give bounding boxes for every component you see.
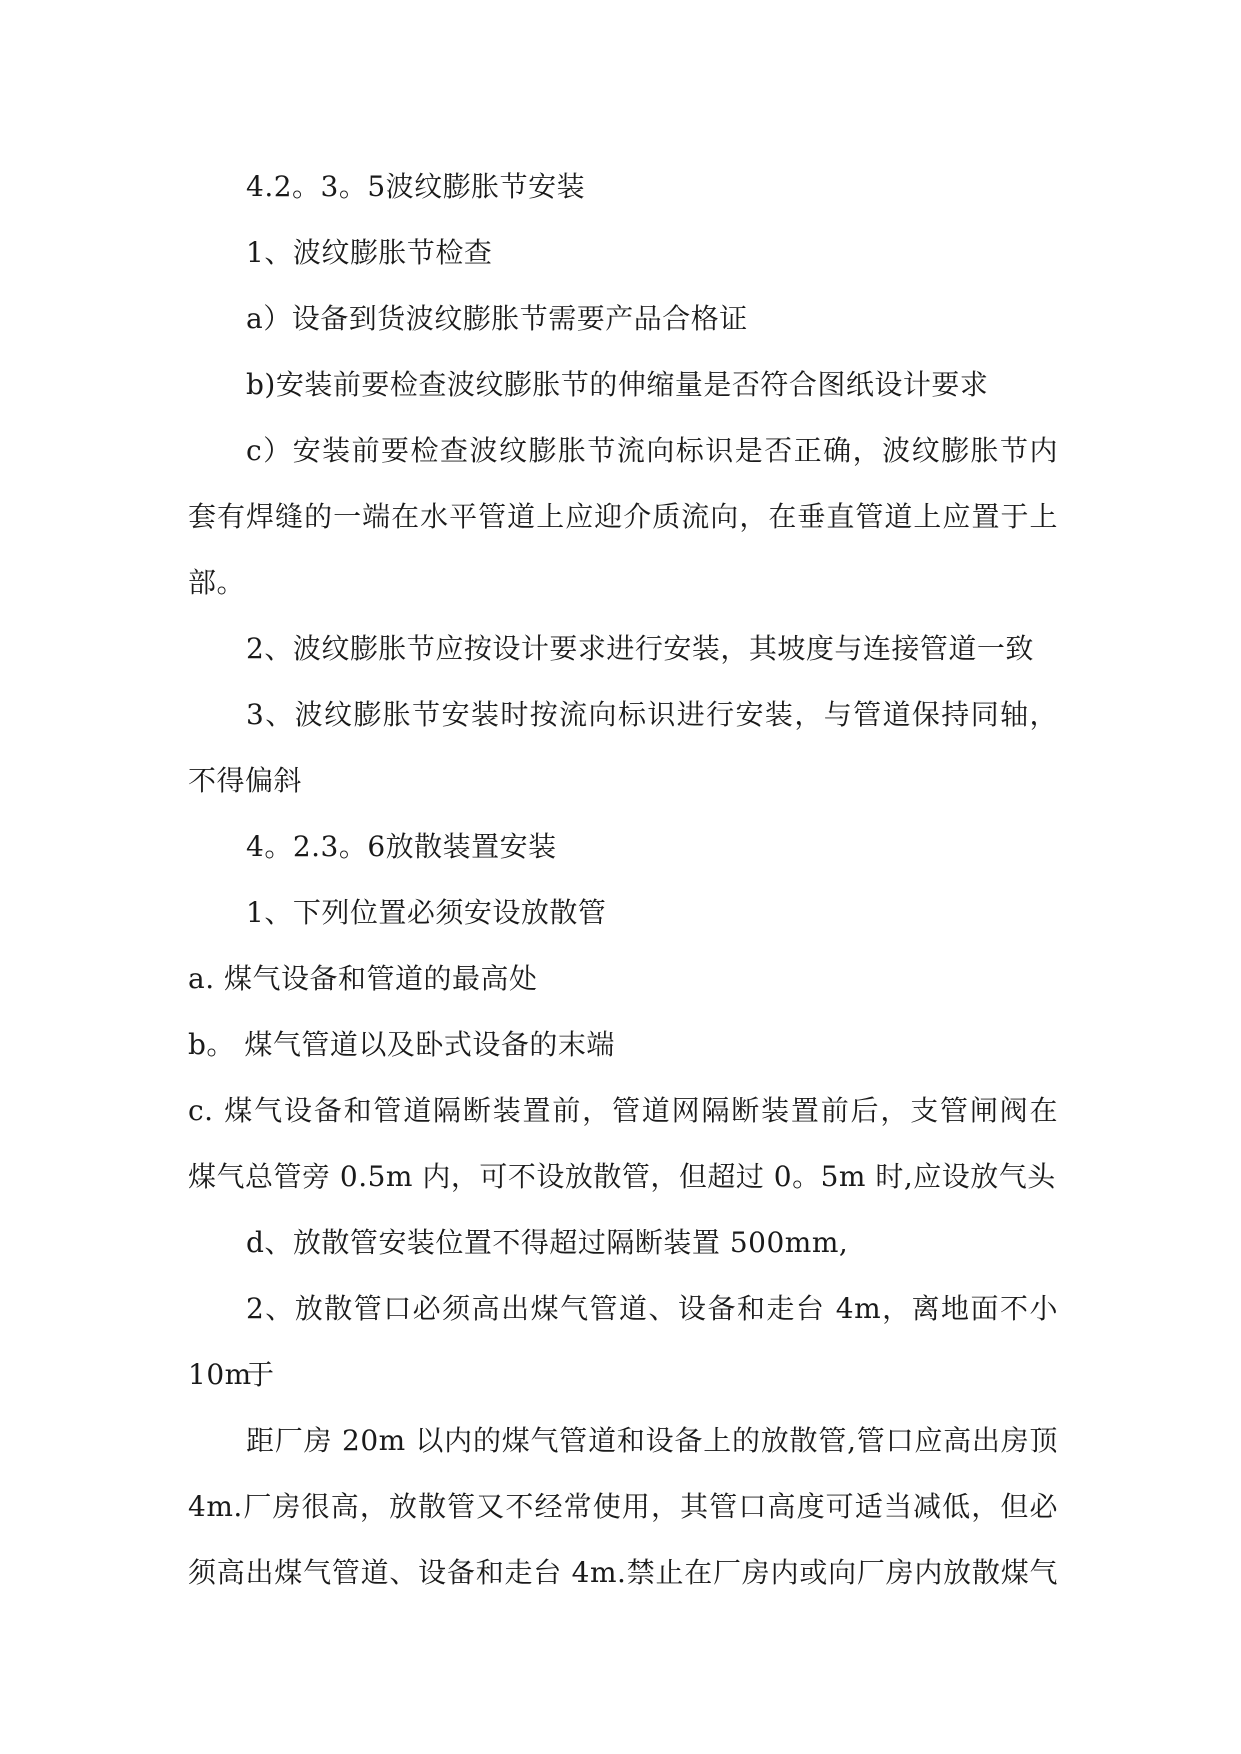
- paragraph: 1、下列位置必须安设放散管: [246, 896, 607, 929]
- paragraph: 须高出煤气管道、设备和走台 4m.禁止在厂房内或向厂房内放散煤气: [188, 1556, 1058, 1589]
- paragraph: 4m.厂房很高，放散管又不经常使用，其管口高度可适当减低，但必: [188, 1490, 1058, 1523]
- paragraph: 2、波纹膨胀节应按设计要求进行安装，其坡度与连接管道一致: [246, 632, 1034, 665]
- paragraph: 1、波纹膨胀节检查: [246, 236, 493, 269]
- paragraph: b)安装前要检查波纹膨胀节的伸缩量是否符合图纸设计要求: [246, 368, 989, 401]
- paragraph: 10m: [188, 1358, 252, 1391]
- document-body: [188, 154, 1058, 1606]
- list-item: c. 煤气设备和管道隔断装置前，管道网隔断装置前后，支管闸阀在: [188, 1094, 1058, 1127]
- paragraph: 部。: [188, 566, 246, 599]
- paragraph: c）安装前要检查波纹膨胀节流向标识是否正确，波纹膨胀节内: [246, 434, 1058, 467]
- paragraph: 3、波纹膨胀节安装时按流向标识进行安装，与管道保持同轴，: [246, 698, 1058, 731]
- paragraph: 不得偏斜: [188, 764, 303, 797]
- list-item: a. 煤气设备和管道的最高处: [188, 962, 538, 995]
- section-heading-4-2-3-6: 4。2.3。6放散装置安装: [246, 830, 557, 863]
- list-item: b。 煤气管道以及卧式设备的末端: [188, 1028, 615, 1061]
- paragraph: 煤气总管旁 0.5m 内，可不设放散管，但超过 0。5m 时,应设放气头: [188, 1160, 1056, 1193]
- paragraph: a）设备到货波纹膨胀节需要产品合格证: [246, 302, 748, 335]
- list-item: d、放散管安装位置不得超过隔断装置 500mm,: [246, 1226, 849, 1259]
- paragraph: 套有焊缝的一端在水平管道上应迎介质流向，在垂直管道上应置于上: [188, 500, 1058, 533]
- paragraph: 2、放散管口必须高出煤气管道、设备和走台 4m，离地面不小于: [246, 1292, 1058, 1391]
- paragraph: 距厂房 20m 以内的煤气管道和设备上的放散管,管口应高出房顶: [246, 1424, 1058, 1457]
- section-heading-4-2-3-5: 4.2。3。5波纹膨胀节安装: [246, 170, 586, 203]
